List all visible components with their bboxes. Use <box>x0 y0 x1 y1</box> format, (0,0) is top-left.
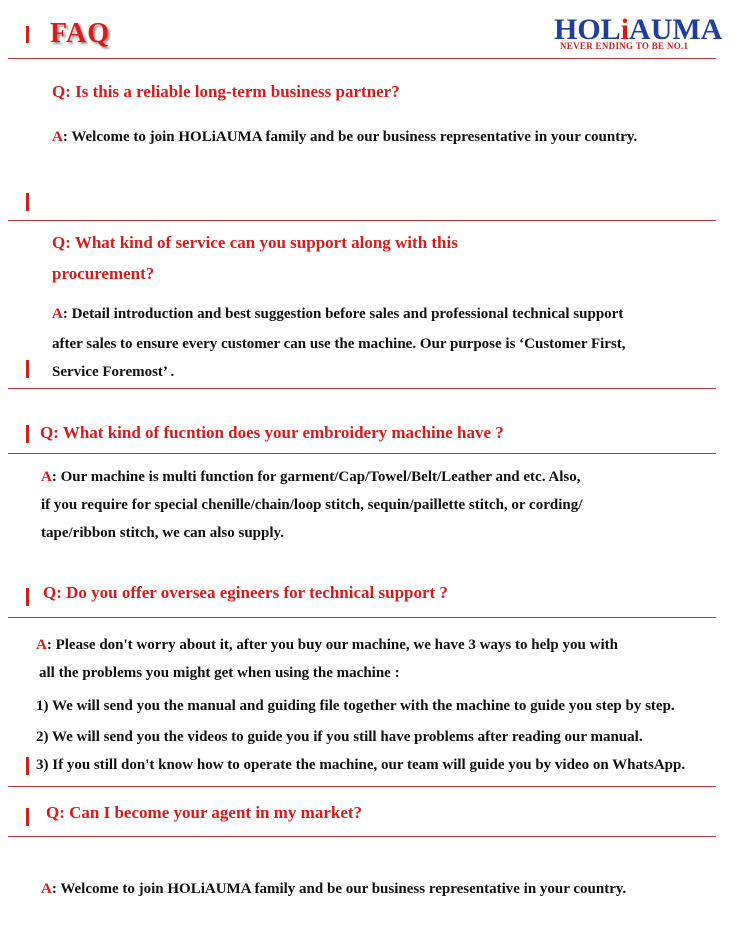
faq-4-answer-line-1: A: Please don't worry about it, after you buy our machine, we have 3 ways to help you with <box>36 637 618 653</box>
faq-1-answer <box>52 129 637 146</box>
section-divider <box>8 58 716 59</box>
logo-text-post: AUMA <box>629 13 723 46</box>
section-divider <box>8 786 716 787</box>
faq-3-answer-line-1: A: Our machine is multi function for garment/Cap/Towel/Belt/Leather and etc. Also, <box>41 469 581 485</box>
logo-text-mid: i <box>620 13 630 46</box>
faq-4-answer-line-4: 2) We will send you the videos to guide you if you still have problems after reading our manual. <box>36 729 643 745</box>
section-accent-bar <box>26 757 29 775</box>
faq-4-question: Q: Do you offer oversea egineers for technical support ? <box>43 583 448 602</box>
faq-5-question: Q: Can I become your agent in my market? <box>46 803 363 822</box>
section-divider <box>8 220 716 221</box>
faq-2-answer-line-3: Service Foremost’ . <box>52 364 175 380</box>
faq-5-answer-line-1: : Welcome to join HOLiAUMA family and be our business representative in your country. <box>51 881 627 897</box>
section-accent-bar <box>26 193 29 211</box>
faq-4-answer-line-2: all the problems you might get when using the machine : <box>39 665 400 681</box>
faq-3-question: Q: What kind of fucntion does your embroidery machine have ? <box>40 423 504 442</box>
faq-1-answer-line-1: : Welcome to join HOLiAUMA family and be our business representative in your country. <box>62 129 638 145</box>
section-divider <box>8 617 716 618</box>
answer-marker: A <box>41 881 52 897</box>
section-accent-bar <box>26 360 29 378</box>
faq-1-question: Q: Is this a reliable long-term business partner? <box>52 82 400 101</box>
answer-marker: A <box>52 129 63 145</box>
logo-text-pre: HOL <box>554 13 621 46</box>
page-title: FAQ <box>50 18 111 49</box>
brand-tagline: NEVER ENDING TO BE NO.1 <box>560 41 689 51</box>
section-accent-bar <box>26 425 29 443</box>
faq-3-answer-line-2: if you require for special chenille/chain/loop stitch, sequin/paillette stitch, or cording/ <box>41 497 583 513</box>
faq-2-answer-line-2: after sales to ensure every customer can use the machine. Our purpose is ‘Customer First, <box>52 336 626 352</box>
section-divider <box>8 388 716 389</box>
section-accent-bar <box>26 808 29 826</box>
faq-4-answer-line-5: 3) If you still don't know how to operate the machine, our team will guide you by video on WhatsApp. <box>36 757 686 773</box>
answer-marker: A <box>52 306 63 322</box>
answer-marker: A <box>41 469 52 485</box>
header-accent-bar <box>26 26 29 43</box>
section-divider <box>8 836 716 837</box>
answer-marker: A <box>36 637 47 653</box>
faq-2-question-line-1: Q: What kind of service can you support along with this <box>52 233 458 252</box>
faq-2-answer-line-1: A: Detail introduction and best suggestion before sales and professional technical support <box>52 306 624 322</box>
section-accent-bar <box>26 588 29 606</box>
faq-2-question-line-2: procurement? <box>52 264 155 283</box>
section-divider <box>8 453 716 454</box>
faq-3-answer-line-3: tape/ribbon stitch, we can also supply. <box>41 525 284 541</box>
faq-5-answer <box>41 881 626 898</box>
faq-4-answer-line-3: 1) We will send you the manual and guiding file together with the machine to guide you step by step. <box>36 698 675 714</box>
